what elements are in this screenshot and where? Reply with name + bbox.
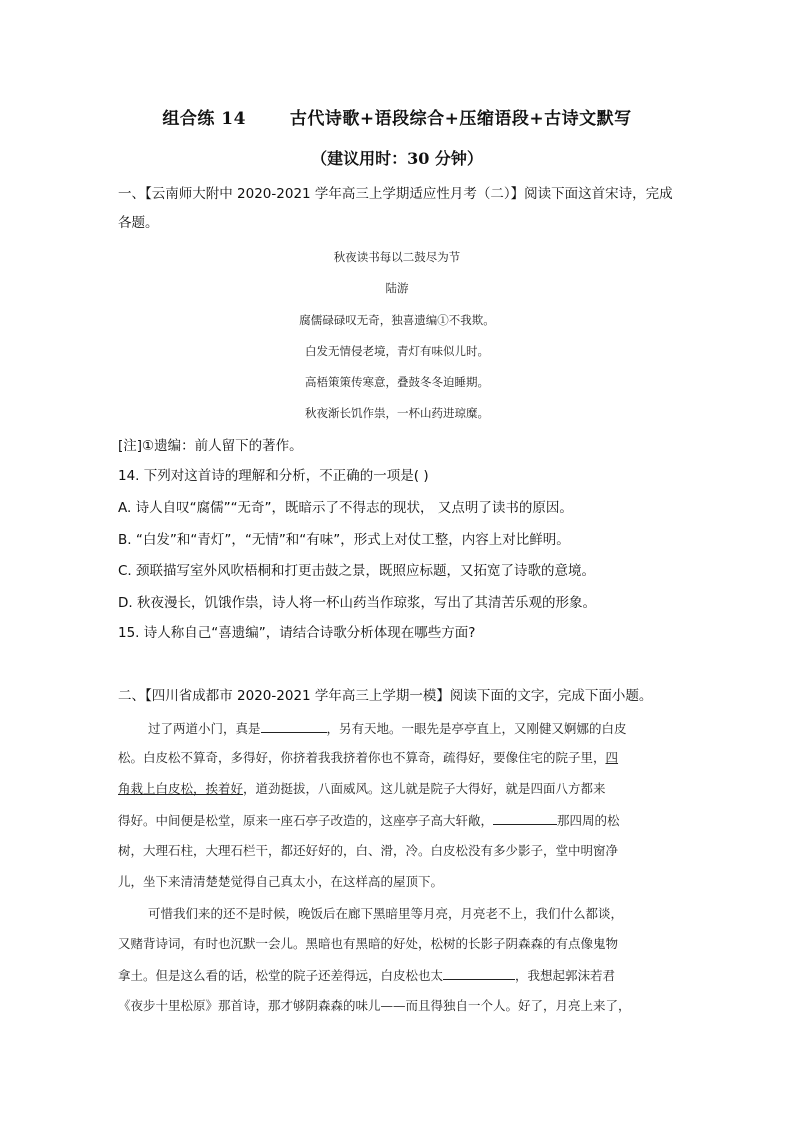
title-left: 组合练 14 [162,109,246,129]
poem-title: 秋夜读书每以二鼓尽为节 [333,250,461,264]
answer-blank[interactable] [493,810,557,825]
option-a: A. 诗人自叹“腐儒”“无奇”，既暗示了不得志的现状， 又点明了读书的原因。 [118,500,573,516]
poem-line: 白发无情侵老境，青灯有味似儿时。 [305,344,489,358]
section1-intro-line2: 各题。 [118,215,159,231]
question-14: 14. 下列对这首诗的理解和分析，不正确的一项是( ) [118,468,429,484]
passage-line: 得好。中间便是松堂，原来一座石亭子改造的，这座亭子高大轩敞， 那四周的松 [118,810,620,831]
answer-blank[interactable] [261,718,327,733]
page-title [0,104,794,129]
underlined-sentence: 角栽上白皮松，挨着好 [118,781,244,796]
poem-line: 秋夜渐长饥作祟，一杯山药进琼糜。 [305,406,489,420]
poem-line: 腐儒碌碌叹无奇，独喜遗编①不我欺。 [299,313,495,327]
passage-line: 过了两道小门，真是 ，另有天地。一眼先是亭亭直上，又刚健又婀娜的白皮 [148,718,627,739]
page-subtitle: （建议用时：30 分钟） [311,149,483,168]
passage-line: 拿土。但是这么看的话，松堂的院子还差得远，白皮松也太 ，我想起郭沫若君 [118,965,615,986]
passage-line: 《夜步十里松原》那首诗，那才够阴森森的味儿——而且得独自一个人。好了，月亮上来了， [118,998,631,1013]
option-c: C. 颈联描写室外风吹梧桐和打更击鼓之景，既照应标题，又拓宽了诗歌的意境。 [118,563,596,579]
poem-line: 高梧策策传寒意，叠鼓冬冬迫睡期。 [305,375,489,389]
answer-blank[interactable] [443,965,515,980]
question-15: 15. 诗人称自己“喜遗编”，请结合诗歌分析体现在哪些方面? [118,625,476,641]
passage-line: 又赌背诗词，有时也沉默一会儿。黑暗也有黑暗的好处，松树的长影子阴森森的有点像鬼物 [118,936,619,951]
option-b: B. “白发”和“青灯”，“无情”和“有味”，形式上对仗工整，内容上对比鲜明。 [118,532,570,548]
passage-line: 儿，坐下来清清楚楚觉得自己真太小，在这样高的屋顶下。 [118,874,444,889]
passage-line: 松。白皮松不算奇，多得好，你挤着我我挤着你也不算奇，疏得好，要像住宅的院子里，四 [118,750,619,765]
title-right: 古代诗歌+语段综合+压缩语段+古诗文默写 [289,109,632,129]
passage-line: 可惜我们来的还不是时候，晚饭后在廊下黑暗里等月亮，月亮老不上，我们什么都谈， [148,906,624,921]
section2-intro: 二、【四川省成都市 2020-2021 学年高三上学期一模】阅读下面的文字，完成下面小题。 [118,688,653,704]
option-d: D. 秋夜漫长，饥饿作祟，诗人将一杯山药当作琼浆，写出了其清苦乐观的形象。 [118,595,596,611]
passage-line: 角栽上白皮松，挨着好，道劲挺拔，八面威风。这儿就是院子大得好，就是四面八方都来 [118,781,606,796]
poem-note: [注]①遗编：前人留下的著作。 [118,438,303,454]
section1-intro-line1: 一、【云南师大附中 2020-2021 学年高三上学期适应性月考（二）】阅读下面这首宋诗，完成 [118,186,673,202]
poem-author: 陆游 [385,281,409,295]
passage-line: 树，大理石柱，大理石栏干，都还好好的，白、滑，冷。白皮松没有多少影子，堂中明窗净 [118,843,619,858]
